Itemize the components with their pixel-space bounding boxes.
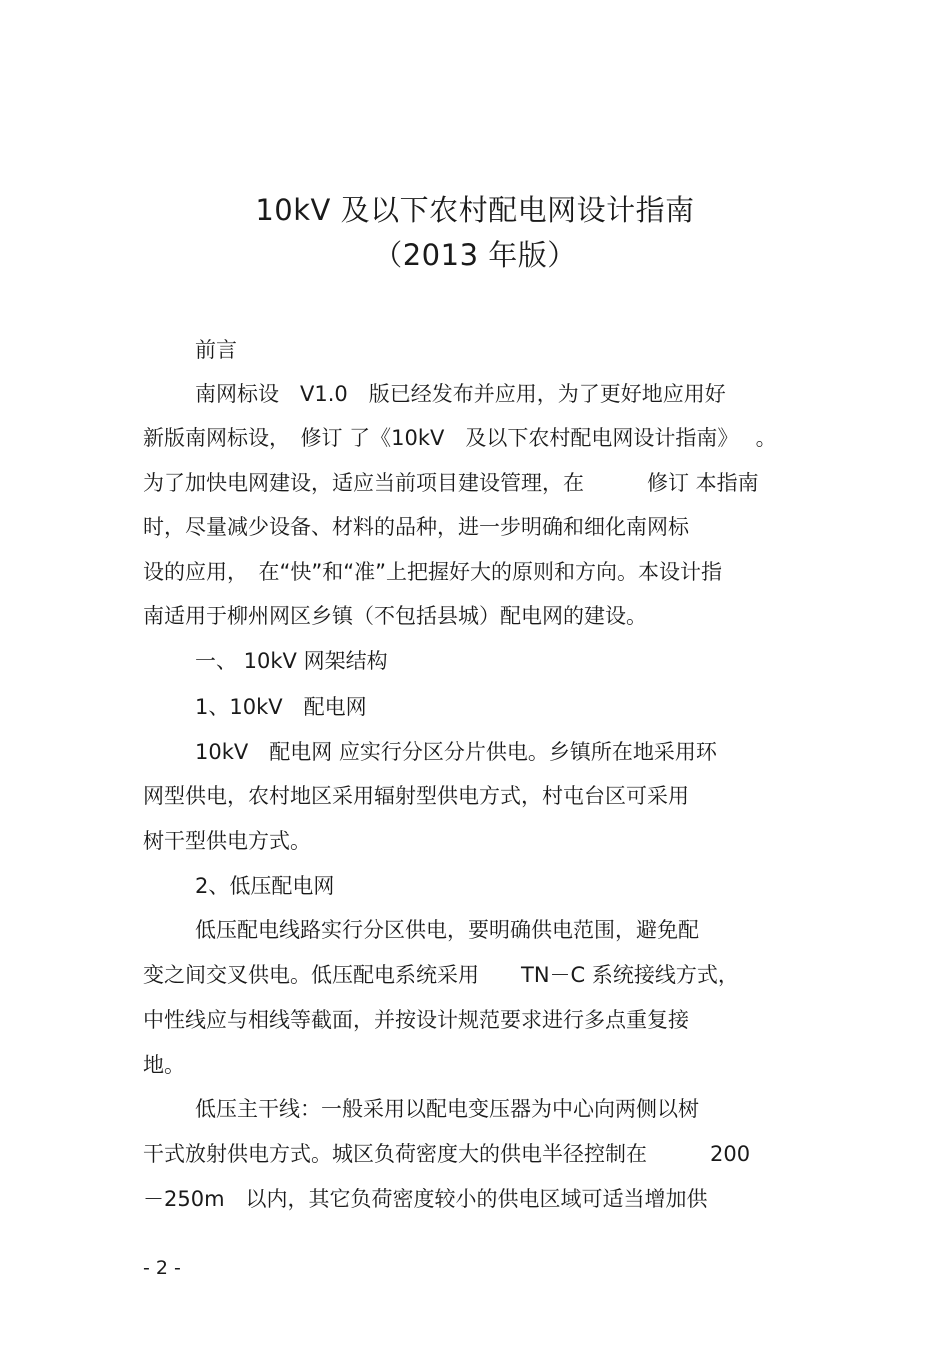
paragraph-line: 树干型供电方式。 [143,829,311,853]
paragraph-line: 10kV 配电网 应实行分区分片供电。乡镇所在地采用环 [195,740,717,764]
paragraph-line: 地。 [143,1053,185,1077]
paragraph-line: 南适用于柳州网区乡镇（不包括县城）配电网的建设。 [143,604,647,628]
paragraph-line: 网型供电，农村地区采用辐射型供电方式，村屯台区可采用 [143,784,689,808]
page-number: - 2 - [143,1257,181,1279]
paragraph-line: 南网标设 V1.0 版已经发布并应用，为了更好地应用好 [195,382,726,406]
document-edition: （2013 年版） [373,238,577,272]
paragraph-line: 变之间交叉供电。低压配电系统采用 TN－C 系统接线方式， [143,963,739,987]
paragraph-line: 为了加快电网建设，适应当前项目建设管理，在 修订 本指南 [143,471,759,495]
paragraph-line: 新版南网标设， 修订 了《10kV 及以下农村配电网设计指南》 。 [143,426,777,450]
section-heading-network: 一、 10kV 网架结构 [195,649,388,673]
subsection-heading-low-voltage: 2、低压配电网 [195,874,335,898]
paragraph-line: 设的应用， 在“快”和“准”上把握好大的原则和方向。本设计指 [143,560,723,584]
paragraph-line: 时，尽量减少设备、材料的品种，进一步明确和细化南网标 [143,515,689,539]
section-heading-preface: 前言 [195,338,237,362]
subsection-heading-10kv: 1、10kV 配电网 [195,695,367,719]
paragraph-line: 干式放射供电方式。城区负荷密度大的供电半径控制在 200 [143,1142,751,1166]
document-title: 10kV 及以下农村配电网设计指南 [255,193,695,227]
paragraph-line: 低压主干线：一般采用以配电变压器为中心向两侧以树 [195,1097,699,1121]
paragraph-line: 低压配电线路实行分区供电，要明确供电范围，避免配 [195,918,699,942]
paragraph-line: －250m 以内，其它负荷密度较小的供电区域可适当增加供 [143,1187,708,1211]
paragraph-line: 中性线应与相线等截面，并按设计规范要求进行多点重复接 [143,1008,689,1032]
